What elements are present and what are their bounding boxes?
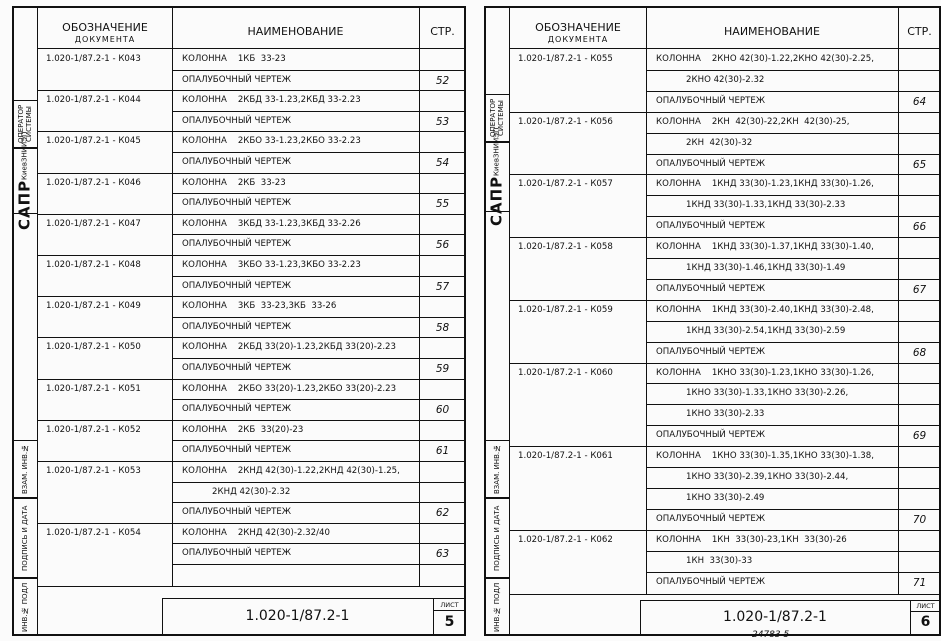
header-designation bbox=[38, 22, 172, 46]
operator-label: ОПЕРАТОР СИСТЕМЫ bbox=[489, 98, 505, 138]
header-rule bbox=[38, 48, 466, 49]
name-cell: 1КНО 33(30)-2.49 bbox=[656, 492, 765, 503]
page-cell: 69 bbox=[912, 430, 927, 443]
row-rule bbox=[646, 404, 941, 405]
name-cell: 1КНО 33(30)-1.33,1КНО 33(30)-2.26, bbox=[656, 388, 849, 399]
name-cell: КОЛОННА 1КБ 33-23 bbox=[182, 54, 286, 64]
inv-label: ИНВ.№ ПОДЛ bbox=[21, 582, 29, 632]
row-rule bbox=[38, 379, 466, 380]
designation-cell: 1.020-1/87.2-1 - К061 bbox=[518, 451, 613, 462]
name-cell: 2КНО 42(30)-2.32 bbox=[656, 74, 765, 85]
podpis-label-box bbox=[12, 498, 38, 578]
row-rule bbox=[172, 70, 466, 71]
row-rule bbox=[646, 572, 941, 573]
name-cell: ОПАЛУБОЧНЫЙ ЧЕРТЕЖ bbox=[656, 221, 765, 232]
name-cell: ОПАЛУБОЧНЫЙ ЧЕРТЕЖ bbox=[182, 548, 291, 559]
designation-cell: 1.020-1/87.2-1 - К044 bbox=[46, 95, 141, 106]
row-rule bbox=[172, 564, 466, 565]
row-rule bbox=[646, 279, 941, 280]
row-rule bbox=[38, 296, 466, 297]
row-rule bbox=[38, 420, 466, 421]
name-cell: ОПАЛУБОЧНЫЙ ЧЕРТЕЖ bbox=[182, 507, 291, 518]
header-designation-sub: ДОКУМЕНТА bbox=[547, 35, 609, 44]
sheet-left bbox=[0, 0, 466, 641]
name-cell: КОЛОННА 2КБ 33(20)-23 bbox=[182, 424, 304, 435]
page-cell: 56 bbox=[435, 239, 450, 252]
podpis-label: ПОДПИСЬ И ДАТА bbox=[493, 505, 501, 571]
page-cell: 53 bbox=[435, 115, 450, 128]
row-rule bbox=[172, 193, 466, 194]
row-rule bbox=[646, 425, 941, 426]
row-rule bbox=[172, 317, 466, 318]
stamp-sheet-number: 5 bbox=[444, 614, 455, 630]
vzam-label: ВЗАМ. ИНВ.№ bbox=[493, 443, 501, 495]
vzam-label: ВЗАМ. ИНВ.№ bbox=[21, 443, 29, 495]
row-rule bbox=[646, 70, 941, 71]
stamp-top-rule bbox=[510, 594, 941, 595]
designation-cell: 1.020-1/87.2-1 - К052 bbox=[46, 424, 141, 435]
row-rule bbox=[646, 91, 941, 92]
designation-cell: 1.020-1/87.2-1 - К047 bbox=[46, 218, 141, 229]
page-cell: 61 bbox=[435, 445, 450, 458]
sapr-title: САПР bbox=[15, 180, 34, 231]
row-rule bbox=[646, 258, 941, 259]
name-cell: КОЛОННА 2КНО 42(30)-1.22,2КНО 42(30)-2.25, bbox=[656, 54, 874, 64]
vzam-label-box bbox=[12, 440, 38, 498]
stamp-sheet-label: ЛИСТ bbox=[916, 602, 935, 610]
name-cell: 1КНО 33(30)-2.39,1КНО 33(30)-2.44, bbox=[656, 472, 849, 482]
name-cell: КОЛОННА 2КБО 33(20)-1.23,2КБО 33(20)-2.23 bbox=[182, 383, 397, 394]
designation-cell: 1.020-1/87.2-1 - К049 bbox=[46, 301, 141, 312]
header-designation-sub: ДОКУМЕНТА bbox=[74, 35, 136, 44]
inv-label-box bbox=[484, 578, 510, 636]
name-cell: КОЛОННА 1КНД 33(30)-2.40,1КНД 33(30)-2.48, bbox=[656, 304, 874, 315]
row-rule bbox=[172, 276, 466, 277]
name-cell: ОПАЛУБОЧНЫЙ ЧЕРТЕЖ bbox=[656, 346, 765, 357]
designation-cell: 1.020-1/87.2-1 - К045 bbox=[46, 136, 141, 147]
name-cell: ОПАЛУБОЧНЫЙ ЧЕРТЕЖ bbox=[182, 157, 291, 167]
row-rule bbox=[38, 255, 466, 256]
name-cell: КОЛОННА 1КН 33(30)-23,1КН 33(30)-26 bbox=[656, 534, 847, 545]
footer-note: 24783 5 bbox=[752, 630, 790, 640]
name-cell: КОЛОННА 1КНД 33(30)-1.23,1КНД 33(30)-1.26, bbox=[656, 179, 874, 190]
name-cell: 1КНД 33(30)-1.33,1КНД 33(30)-2.33 bbox=[656, 200, 846, 211]
row-rule bbox=[38, 131, 466, 132]
sapr-label-box bbox=[12, 131, 38, 231]
name-cell: ОПАЛУБОЧНЫЙ ЧЕРТЕЖ bbox=[182, 445, 291, 456]
name-cell: 1КН 33(30)-33 bbox=[656, 555, 753, 566]
stamp-sheet-number: 6 bbox=[920, 614, 931, 630]
row-rule bbox=[38, 523, 466, 524]
row-rule bbox=[646, 509, 941, 510]
name-cell: КОЛОННА 3КБД 33-1.23,3КБД 33-2.26 bbox=[182, 218, 361, 229]
stamp-code: 1.020-1/87.2-1 bbox=[245, 608, 350, 624]
row-rule bbox=[646, 133, 941, 134]
header-page: СТР. bbox=[430, 25, 455, 38]
designation-cell: 1.020-1/87.2-1 - К051 bbox=[46, 383, 141, 394]
row-rule bbox=[646, 467, 941, 468]
name-cell: КОЛОННА 2КНД 42(30)-1.22,2КНД 42(30)-1.25, bbox=[182, 466, 400, 476]
name-cell: КОЛОННА 3КБО 33-1.23,3КБО 33-2.23 bbox=[182, 260, 361, 270]
page-cell: 70 bbox=[912, 513, 927, 526]
row-rule bbox=[172, 399, 466, 400]
page-cell: 57 bbox=[435, 280, 450, 293]
name-cell: КОЛОННА 2КБ 33-23 bbox=[182, 177, 286, 188]
page-cell: 54 bbox=[435, 157, 450, 169]
operator-label: ОПЕРАТОР СИСТЕМЫ bbox=[17, 104, 33, 144]
page-cell: 58 bbox=[435, 321, 450, 334]
name-cell: ОПАЛУБОЧНЫЙ ЧЕРТЕЖ bbox=[182, 198, 291, 209]
vzam-label-box bbox=[484, 440, 510, 498]
sapr-label-box bbox=[484, 127, 510, 227]
sapr-subtitle: КиевЗНИИЭП bbox=[492, 127, 501, 177]
row-rule bbox=[510, 112, 941, 113]
stamp-sheet-rule bbox=[433, 610, 466, 611]
stamp-top-rule bbox=[38, 586, 466, 587]
header-rule bbox=[510, 48, 941, 49]
row-rule bbox=[646, 342, 941, 343]
name-cell: КОЛОННА 3КБ 33-23,3КБ 33-26 bbox=[182, 301, 337, 312]
row-rule bbox=[38, 461, 466, 462]
name-cell: ОПАЛУБОЧНЫЙ ЧЕРТЕЖ bbox=[182, 363, 291, 373]
page-cell: 63 bbox=[435, 548, 450, 561]
name-cell: ОПАЛУБОЧНЫЙ ЧЕРТЕЖ bbox=[656, 513, 765, 524]
name-cell: КОЛОННА 2КН 42(30)-22,2КН 42(30)-25, bbox=[656, 116, 850, 127]
designation-cell: 1.020-1/87.2-1 - К058 bbox=[518, 242, 613, 253]
row-rule bbox=[172, 482, 466, 483]
stamp-sheet-rule bbox=[910, 611, 941, 612]
name-cell: КОЛОННА 1КНО 33(30)-1.23,1КНО 33(30)-1.26, bbox=[656, 367, 874, 378]
row-rule bbox=[38, 173, 466, 174]
name-cell: ОПАЛУБОЧНЫЙ ЧЕРТЕЖ bbox=[182, 280, 291, 291]
designation-cell: 1.020-1/87.2-1 - К048 bbox=[46, 260, 141, 270]
name-cell: КОЛОННА 2КБО 33-1.23,2КБО 33-2.23 bbox=[182, 136, 361, 147]
header-page: СТР. bbox=[907, 25, 932, 38]
header-name: НАИМЕНОВАНИЕ bbox=[247, 25, 344, 38]
name-cell: 1КНО 33(30)-2.33 bbox=[656, 409, 765, 420]
name-cell: КОЛОННА 2КБД 33(20)-1.23,2КБД 33(20)-2.23 bbox=[182, 342, 396, 353]
designation-cell: 1.020-1/87.2-1 - К057 bbox=[518, 179, 613, 190]
name-cell: ОПАЛУБОЧНЫЙ ЧЕРТЕЖ bbox=[656, 283, 765, 294]
row-rule bbox=[510, 446, 941, 447]
row-rule bbox=[646, 321, 941, 322]
page-cell: 62 bbox=[435, 507, 450, 520]
designation-cell: 1.020-1/87.2-1 - К056 bbox=[518, 116, 613, 127]
page-cell: 64 bbox=[912, 95, 927, 108]
podpis-label: ПОДПИСЬ И ДАТА bbox=[21, 505, 29, 571]
row-rule bbox=[646, 488, 941, 489]
name-cell: КОЛОННА 1КНО 33(30)-1.35,1КНО 33(30)-1.38, bbox=[656, 451, 874, 462]
row-rule bbox=[172, 111, 466, 112]
name-cell: ОПАЛУБОЧНЫЙ ЧЕРТЕЖ bbox=[656, 95, 765, 106]
row-rule bbox=[172, 543, 466, 544]
row-rule bbox=[38, 214, 466, 215]
designation-cell: 1.020-1/87.2-1 - К050 bbox=[46, 342, 141, 353]
row-rule bbox=[510, 300, 941, 301]
page-cell: 52 bbox=[435, 74, 450, 87]
name-cell: ОПАЛУБОЧНЫЙ ЧЕРТЕЖ bbox=[182, 404, 291, 415]
designation-cell: 1.020-1/87.2-1 - К046 bbox=[46, 177, 141, 188]
inv-label-box bbox=[12, 578, 38, 636]
name-cell: КОЛОННА 2КБД 33-1.23,2КБД 33-2.23 bbox=[182, 95, 361, 106]
designation-cell: 1.020-1/87.2-1 - К060 bbox=[518, 367, 613, 378]
name-cell: 2КНД 42(30)-2.32 bbox=[182, 486, 291, 497]
header-designation bbox=[510, 22, 646, 46]
page-cell: 55 bbox=[435, 198, 450, 211]
row-rule bbox=[510, 363, 941, 364]
podpis-label-box bbox=[484, 498, 510, 578]
stamp-sheet-label: ЛИСТ bbox=[440, 601, 459, 609]
row-rule bbox=[172, 152, 466, 153]
name-cell: КОЛОННА 2КНД 42(30)-2.32/40 bbox=[182, 527, 330, 538]
page-cell: 59 bbox=[435, 363, 450, 375]
page-cell: 71 bbox=[912, 576, 927, 589]
sapr-label bbox=[485, 127, 509, 227]
row-rule bbox=[510, 174, 941, 175]
sheet-right bbox=[474, 0, 941, 641]
row-rule bbox=[646, 195, 941, 196]
designation-cell: 1.020-1/87.2-1 - К062 bbox=[518, 534, 613, 545]
name-cell: 1КНД 33(30)-2.54,1КНД 33(30)-2.59 bbox=[656, 325, 846, 336]
row-rule bbox=[172, 234, 466, 235]
designation-cell: 1.020-1/87.2-1 - К053 bbox=[46, 466, 141, 476]
row-rule bbox=[646, 154, 941, 155]
designation-cell: 1.020-1/87.2-1 - К055 bbox=[518, 54, 613, 64]
name-cell: ОПАЛУБОЧНЫЙ ЧЕРТЕЖ bbox=[182, 74, 291, 85]
row-rule bbox=[38, 337, 466, 338]
row-rule bbox=[510, 237, 941, 238]
name-cell: ОПАЛУБОЧНЫЙ ЧЕРТЕЖ bbox=[182, 321, 291, 332]
row-rule bbox=[172, 358, 466, 359]
header-name: НАИМЕНОВАНИЕ bbox=[724, 25, 820, 38]
designation-cell: 1.020-1/87.2-1 - К054 bbox=[46, 527, 141, 538]
row-rule bbox=[646, 216, 941, 217]
name-cell: ОПАЛУБОЧНЫЙ ЧЕРТЕЖ bbox=[656, 430, 765, 441]
sapr-subtitle: КиевЗНИИЭП bbox=[20, 131, 29, 181]
sapr-title: САПР bbox=[487, 176, 506, 227]
sapr-label bbox=[13, 131, 37, 231]
row-rule bbox=[172, 502, 466, 503]
header-designation-text: ОБОЗНАЧЕНИЕ bbox=[62, 21, 148, 34]
designation-cell: 1.020-1/87.2-1 - К043 bbox=[46, 54, 141, 64]
page-cell: 67 bbox=[912, 283, 927, 296]
name-cell: КОЛОННА 1КНД 33(30)-1.37,1КНД 33(30)-1.40, bbox=[656, 242, 874, 253]
row-rule bbox=[38, 90, 466, 91]
header-designation-text: ОБОЗНАЧЕНИЕ bbox=[535, 21, 621, 34]
page-cell: 68 bbox=[912, 346, 927, 359]
row-rule bbox=[646, 551, 941, 552]
name-cell: ОПАЛУБОЧНЫЙ ЧЕРТЕЖ bbox=[656, 576, 765, 587]
page-cell: 65 bbox=[912, 158, 927, 171]
row-rule bbox=[646, 383, 941, 384]
row-rule bbox=[510, 530, 941, 531]
name-cell: ОПАЛУБОЧНЫЙ ЧЕРТЕЖ bbox=[182, 115, 291, 126]
page-cell: 66 bbox=[912, 221, 927, 234]
inv-label: ИНВ.№ ПОДЛ bbox=[493, 582, 501, 632]
name-cell: 2КН 42(30)-32 bbox=[656, 137, 753, 148]
stamp-code: 1.020-1/87.2-1 bbox=[723, 609, 827, 625]
name-cell: 1КНД 33(30)-1.46,1КНД 33(30)-1.49 bbox=[656, 263, 846, 273]
designation-cell: 1.020-1/87.2-1 - К059 bbox=[518, 304, 613, 315]
name-cell: ОПАЛУБОЧНЫЙ ЧЕРТЕЖ bbox=[182, 239, 291, 250]
name-cell: ОПАЛУБОЧНЫЙ ЧЕРТЕЖ bbox=[656, 158, 765, 169]
page-cell: 60 bbox=[435, 404, 450, 417]
row-rule bbox=[172, 440, 466, 441]
